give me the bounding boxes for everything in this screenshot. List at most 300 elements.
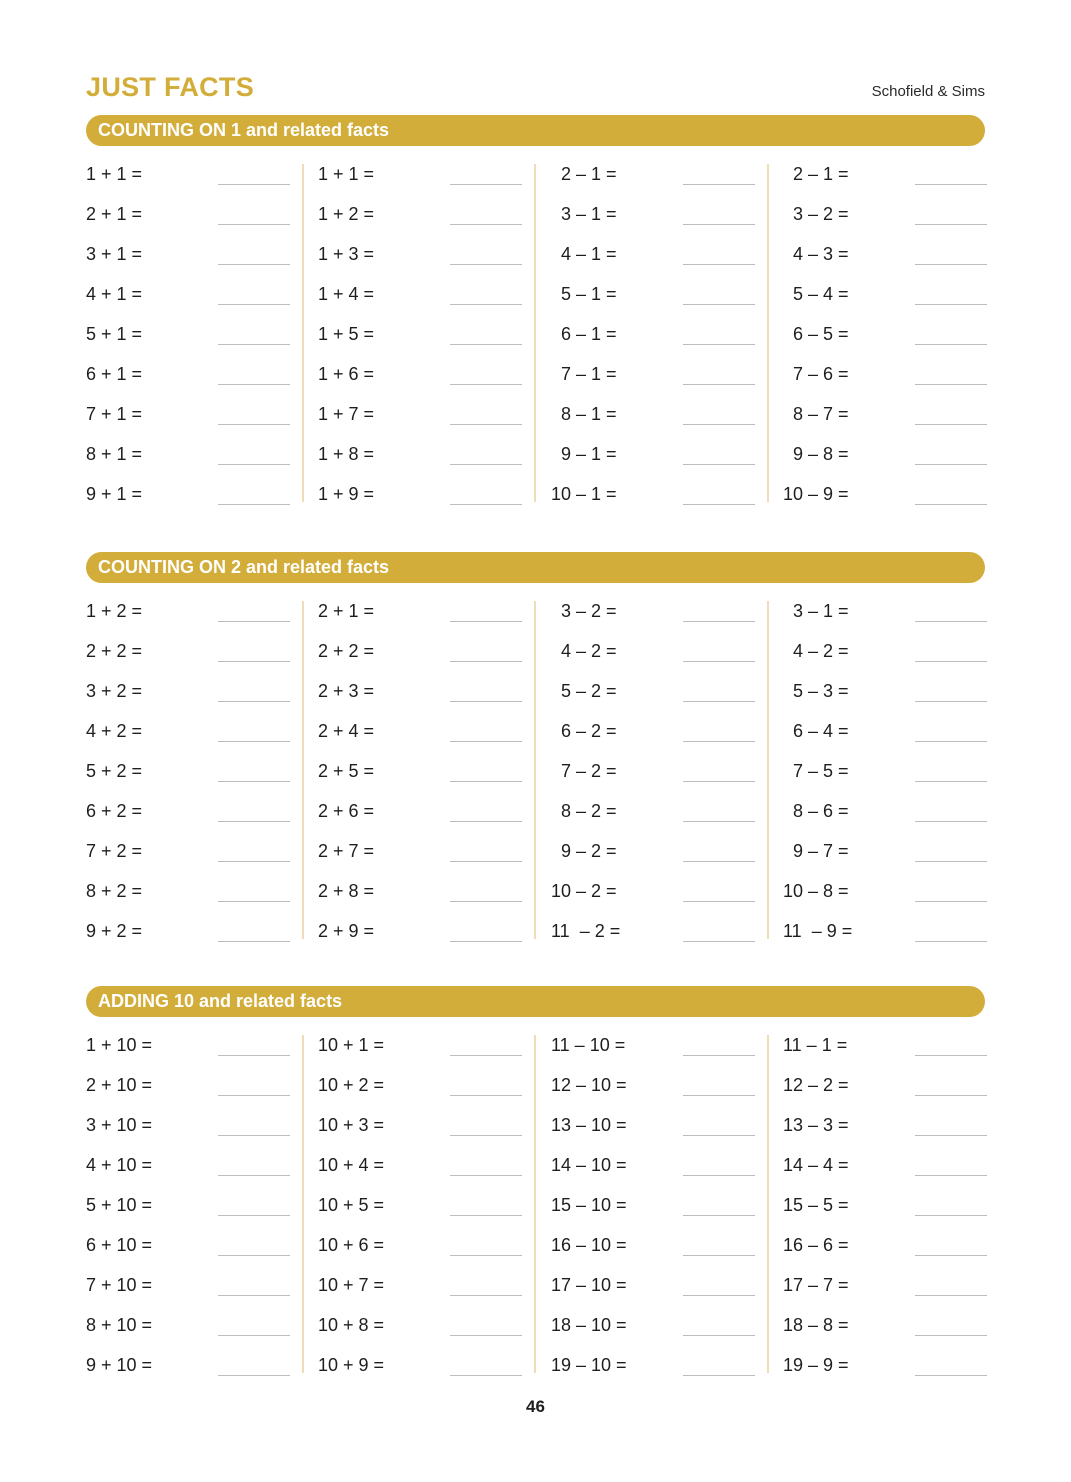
fact-equation: 2 + 2 = [86, 641, 143, 661]
fact-equation: 1 + 6 = [318, 364, 375, 384]
fact-equation: 7 + 10 = [86, 1275, 153, 1295]
fact-row [783, 881, 987, 921]
answer-blank[interactable] [218, 1335, 290, 1336]
column-divider [302, 601, 304, 939]
facts-section [86, 986, 985, 1395]
fact-equation: 8 – 2 = [551, 801, 617, 821]
facts-column [318, 164, 522, 524]
answer-blank[interactable] [683, 901, 755, 902]
fact-row [551, 284, 755, 324]
section-banner: COUNTING ON 1 and related facts [86, 115, 985, 146]
column-divider [767, 1035, 769, 1373]
answer-blank[interactable] [218, 304, 290, 305]
fact-row [318, 681, 522, 721]
fact-equation: 6 – 5 = [783, 324, 849, 344]
fact-equation: 3 – 2 = [783, 204, 849, 224]
fact-equation: 6 + 10 = [86, 1235, 153, 1255]
answer-blank[interactable] [450, 344, 522, 345]
fact-row [783, 324, 987, 364]
answer-blank[interactable] [683, 781, 755, 782]
answer-blank[interactable] [915, 504, 987, 505]
answer-blank[interactable] [915, 621, 987, 622]
fact-row [86, 601, 290, 641]
answer-blank[interactable] [915, 1135, 987, 1136]
answer-blank[interactable] [450, 661, 522, 662]
fact-row [783, 1035, 987, 1075]
fact-row [86, 1115, 290, 1155]
fact-row [86, 204, 290, 244]
fact-equation: 5 – 1 = [551, 284, 617, 304]
page-title: JUST FACTS [86, 72, 255, 102]
answer-blank[interactable] [450, 184, 522, 185]
fact-row [318, 761, 522, 801]
answer-blank[interactable] [450, 424, 522, 425]
page-number: 46 [526, 1397, 545, 1416]
answer-blank[interactable] [915, 304, 987, 305]
answer-blank[interactable] [915, 1375, 987, 1376]
fact-equation: 6 – 1 = [551, 324, 617, 344]
fact-equation: 7 – 5 = [783, 761, 849, 781]
answer-blank[interactable] [683, 224, 755, 225]
fact-row [86, 921, 290, 961]
fact-equation: 17 – 10 = [551, 1275, 627, 1295]
answer-blank[interactable] [683, 1375, 755, 1376]
fact-row [318, 721, 522, 761]
facts-section [86, 552, 985, 961]
answer-blank[interactable] [450, 701, 522, 702]
fact-equation: 8 + 1 = [86, 444, 143, 464]
fact-row [318, 164, 522, 204]
answer-blank[interactable] [915, 781, 987, 782]
column-divider [534, 1035, 536, 1373]
answer-blank[interactable] [450, 1215, 522, 1216]
answer-blank[interactable] [683, 424, 755, 425]
facts-column [86, 601, 290, 961]
fact-row [551, 444, 755, 484]
answer-blank[interactable] [218, 504, 290, 505]
fact-row [551, 1315, 755, 1355]
answer-blank[interactable] [450, 821, 522, 822]
fact-equation: 9 – 7 = [783, 841, 849, 861]
fact-equation: 4 – 1 = [551, 244, 617, 264]
answer-blank[interactable] [450, 504, 522, 505]
answer-blank[interactable] [218, 424, 290, 425]
fact-row [86, 641, 290, 681]
fact-row [783, 1315, 987, 1355]
fact-equation: 4 + 10 = [86, 1155, 153, 1175]
fact-equation: 6 + 1 = [86, 364, 143, 384]
answer-blank[interactable] [450, 304, 522, 305]
answer-blank[interactable] [450, 1055, 522, 1056]
fact-equation: 7 + 1 = [86, 404, 143, 424]
answer-blank[interactable] [218, 741, 290, 742]
fact-row [783, 284, 987, 324]
answer-blank[interactable] [915, 1255, 987, 1256]
fact-equation: 10 – 1 = [551, 484, 617, 504]
fact-equation: 7 + 2 = [86, 841, 143, 861]
fact-equation: 6 – 2 = [551, 721, 617, 741]
fact-equation: 10 + 3 = [318, 1115, 385, 1135]
fact-equation: 10 + 7 = [318, 1275, 385, 1295]
answer-blank[interactable] [683, 741, 755, 742]
fact-equation: 8 – 1 = [551, 404, 617, 424]
fact-row [318, 364, 522, 404]
fact-row [783, 641, 987, 681]
fact-row [551, 721, 755, 761]
fact-equation: 8 + 10 = [86, 1315, 153, 1335]
answer-blank[interactable] [683, 1095, 755, 1096]
fact-row [86, 1315, 290, 1355]
fact-row [86, 444, 290, 484]
answer-blank[interactable] [683, 344, 755, 345]
facts-column [86, 1035, 290, 1395]
fact-equation: 2 + 6 = [318, 801, 375, 821]
answer-blank[interactable] [915, 224, 987, 225]
answer-blank[interactable] [683, 464, 755, 465]
answer-blank[interactable] [915, 1215, 987, 1216]
fact-equation: 10 + 5 = [318, 1195, 385, 1215]
answer-blank[interactable] [218, 384, 290, 385]
answer-blank[interactable] [915, 1095, 987, 1096]
fact-row [86, 1155, 290, 1195]
fact-row [783, 1275, 987, 1315]
facts-column [783, 1035, 987, 1395]
fact-row [86, 364, 290, 404]
facts-columns [86, 601, 985, 961]
facts-columns [86, 1035, 985, 1395]
answer-blank[interactable] [218, 1255, 290, 1256]
answer-blank[interactable] [683, 661, 755, 662]
section-banner: COUNTING ON 2 and related facts [86, 552, 985, 583]
fact-row [318, 1075, 522, 1115]
answer-blank[interactable] [915, 1055, 987, 1056]
fact-equation: 3 + 10 = [86, 1115, 153, 1135]
fact-row [551, 1275, 755, 1315]
fact-row [318, 801, 522, 841]
fact-equation: 3 + 1 = [86, 244, 143, 264]
fact-equation: 10 + 4 = [318, 1155, 385, 1175]
fact-row [318, 601, 522, 641]
fact-equation: 2 – 1 = [783, 164, 849, 184]
fact-equation: 9 – 1 = [551, 444, 617, 464]
answer-blank[interactable] [683, 1335, 755, 1336]
fact-equation: 5 + 10 = [86, 1195, 153, 1215]
fact-row [318, 1315, 522, 1355]
fact-row [86, 1355, 290, 1395]
fact-equation: 3 – 2 = [551, 601, 617, 621]
fact-equation: 1 + 1 = [318, 164, 375, 184]
answer-blank[interactable] [683, 1255, 755, 1256]
fact-row [318, 1115, 522, 1155]
fact-row [318, 284, 522, 324]
fact-equation: 5 – 2 = [551, 681, 617, 701]
fact-row [318, 641, 522, 681]
fact-row [551, 1355, 755, 1395]
fact-equation: 17 – 7 = [783, 1275, 849, 1295]
answer-blank[interactable] [915, 861, 987, 862]
answer-blank[interactable] [218, 1295, 290, 1296]
answer-blank[interactable] [450, 1375, 522, 1376]
fact-row [86, 681, 290, 721]
fact-row [783, 801, 987, 841]
fact-row [551, 841, 755, 881]
answer-blank[interactable] [683, 1055, 755, 1056]
fact-equation: 11 – 1 = [783, 1035, 848, 1055]
fact-row [551, 641, 755, 681]
answer-blank[interactable] [218, 224, 290, 225]
fact-equation: 1 + 8 = [318, 444, 375, 464]
answer-blank[interactable] [915, 901, 987, 902]
answer-blank[interactable] [683, 504, 755, 505]
answer-blank[interactable] [450, 264, 522, 265]
fact-row [551, 324, 755, 364]
fact-equation: 1 + 3 = [318, 244, 375, 264]
fact-equation: 10 + 8 = [318, 1315, 385, 1335]
answer-blank[interactable] [218, 1375, 290, 1376]
fact-equation: 11 – 9 = [783, 921, 853, 941]
fact-row [318, 484, 522, 524]
answer-blank[interactable] [218, 901, 290, 902]
answer-blank[interactable] [450, 1255, 522, 1256]
answer-blank[interactable] [915, 1335, 987, 1336]
fact-equation: 9 + 2 = [86, 921, 143, 941]
fact-equation: 10 – 8 = [783, 881, 849, 901]
answer-blank[interactable] [218, 1135, 290, 1136]
answer-blank[interactable] [683, 1295, 755, 1296]
column-divider [767, 601, 769, 939]
fact-equation: 2 + 2 = [318, 641, 375, 661]
column-divider [767, 164, 769, 502]
answer-blank[interactable] [450, 941, 522, 942]
fact-row [551, 1115, 755, 1155]
fact-row [86, 164, 290, 204]
answer-blank[interactable] [218, 1055, 290, 1056]
fact-equation: 2 + 1 = [318, 601, 375, 621]
answer-blank[interactable] [218, 1095, 290, 1096]
fact-row [318, 1275, 522, 1315]
answer-blank[interactable] [450, 901, 522, 902]
column-divider [302, 164, 304, 502]
fact-row [551, 1035, 755, 1075]
fact-equation: 11 – 10 = [551, 1035, 626, 1055]
facts-column [783, 164, 987, 524]
fact-row [783, 681, 987, 721]
fact-equation: 10 + 9 = [318, 1355, 385, 1375]
fact-equation: 3 – 1 = [551, 204, 617, 224]
answer-blank[interactable] [915, 1295, 987, 1296]
answer-blank[interactable] [915, 184, 987, 185]
fact-equation: 16 – 10 = [551, 1235, 627, 1255]
answer-blank[interactable] [218, 861, 290, 862]
fact-equation: 9 – 8 = [783, 444, 849, 464]
fact-row [783, 761, 987, 801]
facts-section [86, 115, 985, 524]
answer-blank[interactable] [450, 1135, 522, 1136]
fact-equation: 2 + 1 = [86, 204, 143, 224]
answer-blank[interactable] [218, 264, 290, 265]
answer-blank[interactable] [450, 781, 522, 782]
answer-blank[interactable] [915, 384, 987, 385]
answer-blank[interactable] [915, 741, 987, 742]
answer-blank[interactable] [450, 861, 522, 862]
answer-blank[interactable] [683, 1135, 755, 1136]
fact-equation: 2 + 4 = [318, 721, 375, 741]
fact-row [783, 841, 987, 881]
fact-row [783, 404, 987, 444]
fact-equation: 13 – 3 = [783, 1115, 849, 1135]
fact-equation: 1 + 7 = [318, 404, 375, 424]
fact-row [783, 484, 987, 524]
fact-equation: 2 – 1 = [551, 164, 617, 184]
answer-blank[interactable] [218, 781, 290, 782]
fact-equation: 2 + 10 = [86, 1075, 153, 1095]
column-divider [534, 601, 536, 939]
answer-blank[interactable] [450, 464, 522, 465]
answer-blank[interactable] [218, 1175, 290, 1176]
answer-blank[interactable] [915, 661, 987, 662]
answer-blank[interactable] [683, 621, 755, 622]
fact-equation: 2 + 8 = [318, 881, 375, 901]
fact-row [318, 444, 522, 484]
fact-equation: 18 – 8 = [783, 1315, 849, 1335]
answer-blank[interactable] [218, 184, 290, 185]
fact-row [783, 204, 987, 244]
answer-blank[interactable] [450, 741, 522, 742]
fact-equation: 9 – 2 = [551, 841, 617, 861]
fact-row [783, 921, 987, 961]
fact-row [318, 921, 522, 961]
fact-equation: 5 + 1 = [86, 324, 143, 344]
fact-equation: 1 + 9 = [318, 484, 375, 504]
answer-blank[interactable] [683, 1215, 755, 1216]
fact-row [551, 1075, 755, 1115]
answer-blank[interactable] [450, 1095, 522, 1096]
fact-row [551, 921, 755, 961]
fact-row [318, 1035, 522, 1075]
fact-equation: 10 + 6 = [318, 1235, 385, 1255]
fact-equation: 9 + 10 = [86, 1355, 153, 1375]
fact-equation: 4 – 2 = [551, 641, 617, 661]
fact-equation: 10 + 1 = [318, 1035, 385, 1055]
facts-columns [86, 164, 985, 524]
fact-equation: 7 – 1 = [551, 364, 617, 384]
answer-blank[interactable] [450, 224, 522, 225]
answer-blank[interactable] [450, 1295, 522, 1296]
fact-row [551, 164, 755, 204]
facts-column [86, 164, 290, 524]
fact-row [318, 1235, 522, 1275]
answer-blank[interactable] [218, 464, 290, 465]
fact-row [551, 404, 755, 444]
fact-row [86, 1035, 290, 1075]
answer-blank[interactable] [218, 1215, 290, 1216]
fact-equation: 2 + 3 = [318, 681, 375, 701]
answer-blank[interactable] [683, 264, 755, 265]
fact-row [783, 164, 987, 204]
fact-row [86, 284, 290, 324]
answer-blank[interactable] [450, 621, 522, 622]
answer-blank[interactable] [683, 701, 755, 702]
answer-blank[interactable] [683, 861, 755, 862]
answer-blank[interactable] [915, 344, 987, 345]
fact-row [551, 801, 755, 841]
fact-equation: 1 + 2 = [318, 204, 375, 224]
fact-row [318, 244, 522, 284]
answer-blank[interactable] [218, 821, 290, 822]
answer-blank[interactable] [218, 661, 290, 662]
fact-row [551, 681, 755, 721]
fact-equation: 12 – 10 = [551, 1075, 627, 1095]
fact-row [318, 1155, 522, 1195]
fact-equation: 5 – 4 = [783, 284, 849, 304]
fact-row [86, 324, 290, 364]
fact-equation: 4 – 2 = [783, 641, 849, 661]
fact-equation: 6 – 4 = [783, 721, 849, 741]
answer-blank[interactable] [915, 941, 987, 942]
fact-row [783, 1155, 987, 1195]
fact-equation: 14 – 4 = [783, 1155, 849, 1175]
answer-blank[interactable] [683, 304, 755, 305]
fact-row [783, 1195, 987, 1235]
answer-blank[interactable] [450, 1335, 522, 1336]
answer-blank[interactable] [218, 621, 290, 622]
fact-equation: 19 – 9 = [783, 1355, 849, 1375]
answer-blank[interactable] [683, 1175, 755, 1176]
fact-equation: 15 – 10 = [551, 1195, 627, 1215]
answer-blank[interactable] [450, 1175, 522, 1176]
fact-row [86, 404, 290, 444]
fact-row [551, 364, 755, 404]
fact-row [551, 484, 755, 524]
fact-row [783, 601, 987, 641]
fact-equation: 8 – 7 = [783, 404, 849, 424]
facts-column [318, 601, 522, 961]
facts-column [551, 601, 755, 961]
answer-blank[interactable] [683, 384, 755, 385]
answer-blank[interactable] [915, 821, 987, 822]
answer-blank[interactable] [450, 384, 522, 385]
column-divider [302, 1035, 304, 1373]
fact-equation: 3 + 2 = [86, 681, 143, 701]
fact-row [551, 1235, 755, 1275]
fact-equation: 8 – 6 = [783, 801, 849, 821]
answer-blank[interactable] [218, 344, 290, 345]
answer-blank[interactable] [915, 464, 987, 465]
answer-blank[interactable] [915, 424, 987, 425]
fact-row [783, 1075, 987, 1115]
fact-equation: 13 – 10 = [551, 1115, 627, 1135]
answer-blank[interactable] [218, 701, 290, 702]
fact-row [783, 721, 987, 761]
answer-blank[interactable] [683, 941, 755, 942]
fact-row [783, 364, 987, 404]
answer-blank[interactable] [915, 1175, 987, 1176]
fact-equation: 10 + 2 = [318, 1075, 385, 1095]
fact-row [86, 801, 290, 841]
fact-row [86, 881, 290, 921]
fact-row [86, 484, 290, 524]
answer-blank[interactable] [218, 941, 290, 942]
fact-row [551, 244, 755, 284]
answer-blank[interactable] [915, 701, 987, 702]
fact-equation: 10 – 9 = [783, 484, 849, 504]
answer-blank[interactable] [683, 184, 755, 185]
fact-equation: 2 + 9 = [318, 921, 375, 941]
answer-blank[interactable] [683, 821, 755, 822]
fact-equation: 6 + 2 = [86, 801, 143, 821]
answer-blank[interactable] [915, 264, 987, 265]
facts-column [551, 1035, 755, 1395]
